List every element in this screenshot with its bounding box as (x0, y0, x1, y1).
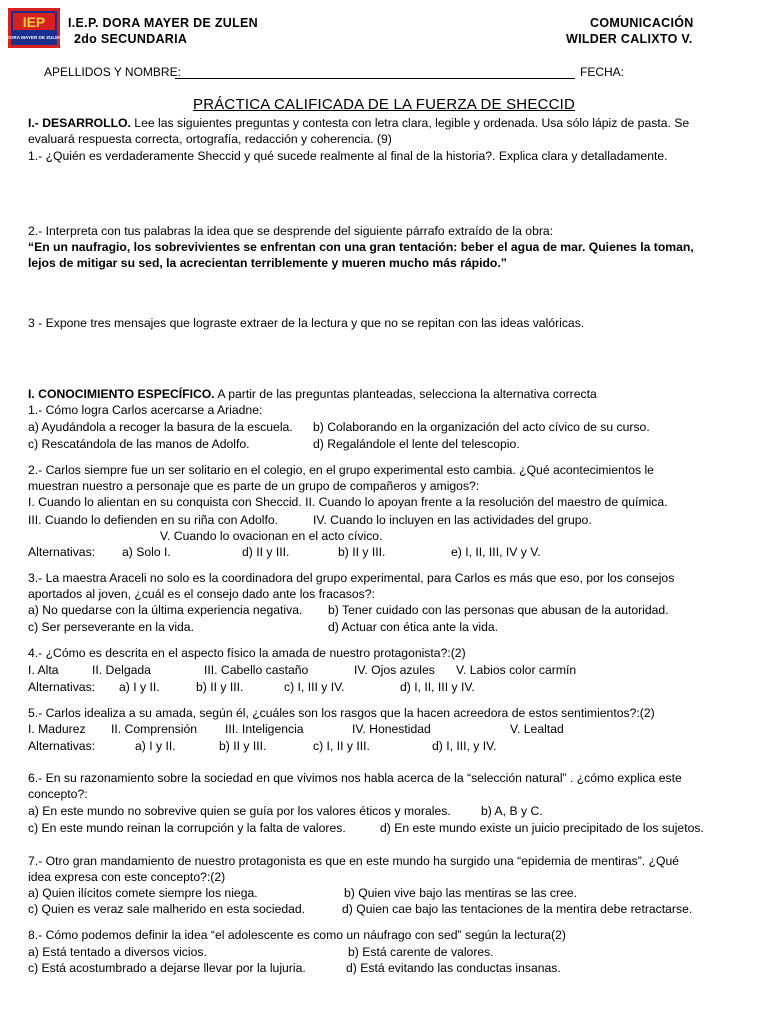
teacher-name: WILDER CALIXTO V. (566, 32, 693, 46)
question-8: 8.- Cómo podemos definir la idea “el adolescente es como un náufrago con sed” según la lectura(2) (28, 928, 566, 942)
q3-option-c[interactable]: c) Ser perseverante en la vida. (28, 620, 194, 634)
q3-option-a[interactable]: a) No quedarse con la última experiencia negativa. (28, 603, 303, 617)
question-2: 2.- Carlos siempre fue un ser solitario en el colegio, en el grupo experimental esto cambia. ¿Qué acontecimientos le (28, 463, 654, 477)
question-1: 1.- Cómo logra Carlos acercarse a Ariadne: (28, 403, 263, 417)
q6-option-c[interactable]: c) En este mundo reinan la corrupción y la falta de valores. (28, 821, 346, 835)
q5-option-d[interactable]: d) I, III, y IV. (432, 739, 497, 753)
q5-item-3: III. Inteligencia (225, 722, 304, 736)
q4-option-a[interactable]: a) I y II. (119, 680, 160, 694)
q2-item-5: V. Cuando lo ovacionan en el acto cívico. (160, 529, 383, 543)
q2-item-4: IV. Cuando lo incluyen en las actividades del grupo. (313, 513, 592, 527)
q8-option-c[interactable]: c) Está acostumbrado a dejarse llevar por la lujuria. (28, 961, 306, 975)
question-d2: 2.- Interpreta con tus palabras la idea que se desprende del siguiente párrafo extraído de la obra: (28, 224, 554, 238)
desarrollo-intro: I.- DESARROLLO. Lee las siguientes preguntas y contesta con letra clara, legible y ordenada. Usa sólo lápiz de pasta. Se (28, 116, 690, 130)
q5-alternatives-label: Alternativas: (28, 739, 96, 753)
question-6-cont: concepto?: (28, 787, 88, 801)
school-name: I.E.P. DORA MAYER DE ZULEN (68, 16, 259, 30)
q2-option-d[interactable]: d) II y III. (242, 545, 290, 559)
question-d1: 1.- ¿Quién es verdaderamente Sheccid y qué sucede realmente al final de la historia?. Explica clara y detalladamente. (28, 149, 668, 163)
logo-subtext: DORA MAYER DE ZULEN (8, 35, 60, 40)
q4-option-b[interactable]: b) II y III. (196, 680, 244, 694)
q8-option-b[interactable]: b) Está carente de valores. (348, 945, 494, 959)
page-title: PRÁCTICA CALIFICADA DE LA FUERZA DE SHECCID (192, 96, 576, 113)
q6-option-d[interactable]: d) En este mundo existe un juicio precipitado de los sujetos. (380, 821, 704, 835)
q4-item-4: IV. Ojos azules (354, 663, 435, 677)
q2-option-e[interactable]: e) I, II, III, IV y V. (451, 545, 541, 559)
conocimiento-heading: I. CONOCIMIENTO ESPECÍFICO. (28, 387, 215, 401)
question-2-cont: muestran nuestro a personaje que es parte de un grupo de compañeros y amigos?: (28, 479, 480, 493)
q4-alternatives-label: Alternativas: (28, 680, 96, 694)
q3-option-d[interactable]: d) Actuar con ética ante la vida. (328, 620, 499, 634)
q6-option-a[interactable]: a) En este mundo no sobrevive quien se guía por los valores éticos y morales. (28, 804, 451, 818)
logo-text: IEP (22, 14, 46, 30)
q7-option-c[interactable]: c) Quien es veraz sale malherido en esta sociedad. (28, 902, 306, 916)
q4-item-3: III. Cabello castaño (204, 663, 309, 677)
q1-option-b[interactable]: b) Colaborando en la organización del acto cívico de su curso. (313, 420, 650, 434)
q7-option-a[interactable]: a) Quien ilícitos comete siempre los niega. (28, 886, 258, 900)
q7-option-b[interactable]: b) Quien vive bajo las mentiras se las cree. (344, 886, 578, 900)
q2-option-b[interactable]: b) II y III. (338, 545, 386, 559)
conocimiento-intro: I. CONOCIMIENTO ESPECÍFICO. A partir de las preguntas planteadas, selecciona la alternativa correcta (28, 387, 597, 401)
q5-item-5: V. Lealtad (510, 722, 564, 736)
q2-alternatives-label: Alternativas: (28, 545, 96, 559)
q2-item-3: III. Cuando lo defienden en su riña con Adolfo. (28, 513, 279, 527)
q8-option-a[interactable]: a) Está tentado a diversos vicios. (28, 945, 207, 959)
name-label: APELLIDOS Y NOMBRE: (44, 65, 181, 79)
question-3-cont: aportados al joven, ¿cuál es el consejo dado ante los fracasos?: (28, 587, 375, 601)
q4-item-1: I. Alta (28, 663, 59, 677)
question-d3: 3 - Expone tres mensajes que lograste extraer de la lectura y que no se repitan con las ideas valóricas. (28, 316, 585, 330)
question-5: 5.- Carlos idealiza a su amada, según él, ¿cuáles son los rasgos que la hacen acreedora de estos sentimientos?:(2) (28, 706, 655, 720)
q6-option-b[interactable]: b) A, B y C. (481, 804, 543, 818)
q4-option-d[interactable]: d) I, II, III y IV. (400, 680, 475, 694)
q5-item-4: IV. Honestidad (352, 722, 431, 736)
q4-item-5: V. Labios color carmín (456, 663, 577, 677)
q5-option-b[interactable]: b) II y III. (219, 739, 267, 753)
question-3: 3.- La maestra Araceli no solo es la coordinadora del grupo experimental, para Carlos es más que eso, por los consejos (28, 571, 675, 585)
question-4: 4.- ¿Cómo es descrita en el aspecto físico la amada de nuestro protagonista?:(2) (28, 646, 466, 660)
q2-item-1: I. Cuando lo alientan en su conquista con Sheccid. II. Cuando lo apoyan frente a la resolución del maestro de química. (28, 495, 668, 509)
school-logo (8, 8, 60, 48)
q4-item-2: II. Delgada (92, 663, 151, 677)
name-field-line[interactable] (175, 78, 575, 79)
desarrollo-heading: I.- DESARROLLO. (28, 116, 131, 130)
grade: 2do SECUNDARIA (74, 32, 188, 46)
q3-option-b[interactable]: b) Tener cuidado con las personas que abusan de la autoridad. (328, 603, 669, 617)
q4-option-c[interactable]: c) I, III y IV. (284, 680, 345, 694)
subject: COMUNICACIÓN (590, 16, 694, 30)
q1-option-d[interactable]: d) Regalándole el lente del telescopio. (313, 437, 520, 451)
q8-option-d[interactable]: d) Está evitando las conductas insanas. (346, 961, 561, 975)
q1-option-a[interactable]: a) Ayudándola a recoger la basura de la escuela. (28, 420, 293, 434)
q5-option-a[interactable]: a) I y II. (135, 739, 176, 753)
q5-item-1: I. Madurez (28, 722, 86, 736)
q5-option-c[interactable]: c) I, II y III. (313, 739, 370, 753)
date-label: FECHA: (580, 65, 625, 79)
q7-option-d[interactable]: d) Quien cae bajo las tentaciones de la mentira debe retractarse. (342, 902, 693, 916)
question-7-cont: idea expresa con este concepto?:(2) (28, 870, 226, 884)
question-d2-quote-2: lejos de mitigar su sed, la acrecientan terriblemente y mueren mucho más rápido.” (28, 256, 507, 270)
q1-option-c[interactable]: c) Rescatándola de las manos de Adolfo. (28, 437, 250, 451)
question-7: 7.- Otro gran mandamiento de nuestro protagonista es que en este mundo ha surgido una “epidemia de mentiras”. ¿Qué (28, 854, 680, 868)
desarrollo-intro-2: evaluará respuesta correcta, ortografía, redacción y coherencia. (9) (28, 132, 392, 146)
question-d2-quote-1: “En un naufragio, los sobrevivientes se enfrentan con una gran tentación: beber el agua de mar. Quienes la toman, (28, 240, 694, 254)
question-6: 6.- En su razonamiento sobre la sociedad en que vivimos nos habla acerca de la “selección natural” . ¿cómo explica este (28, 771, 682, 785)
q5-item-2: II. Comprensión (111, 722, 198, 736)
q2-option-a[interactable]: a) Solo I. (122, 545, 171, 559)
